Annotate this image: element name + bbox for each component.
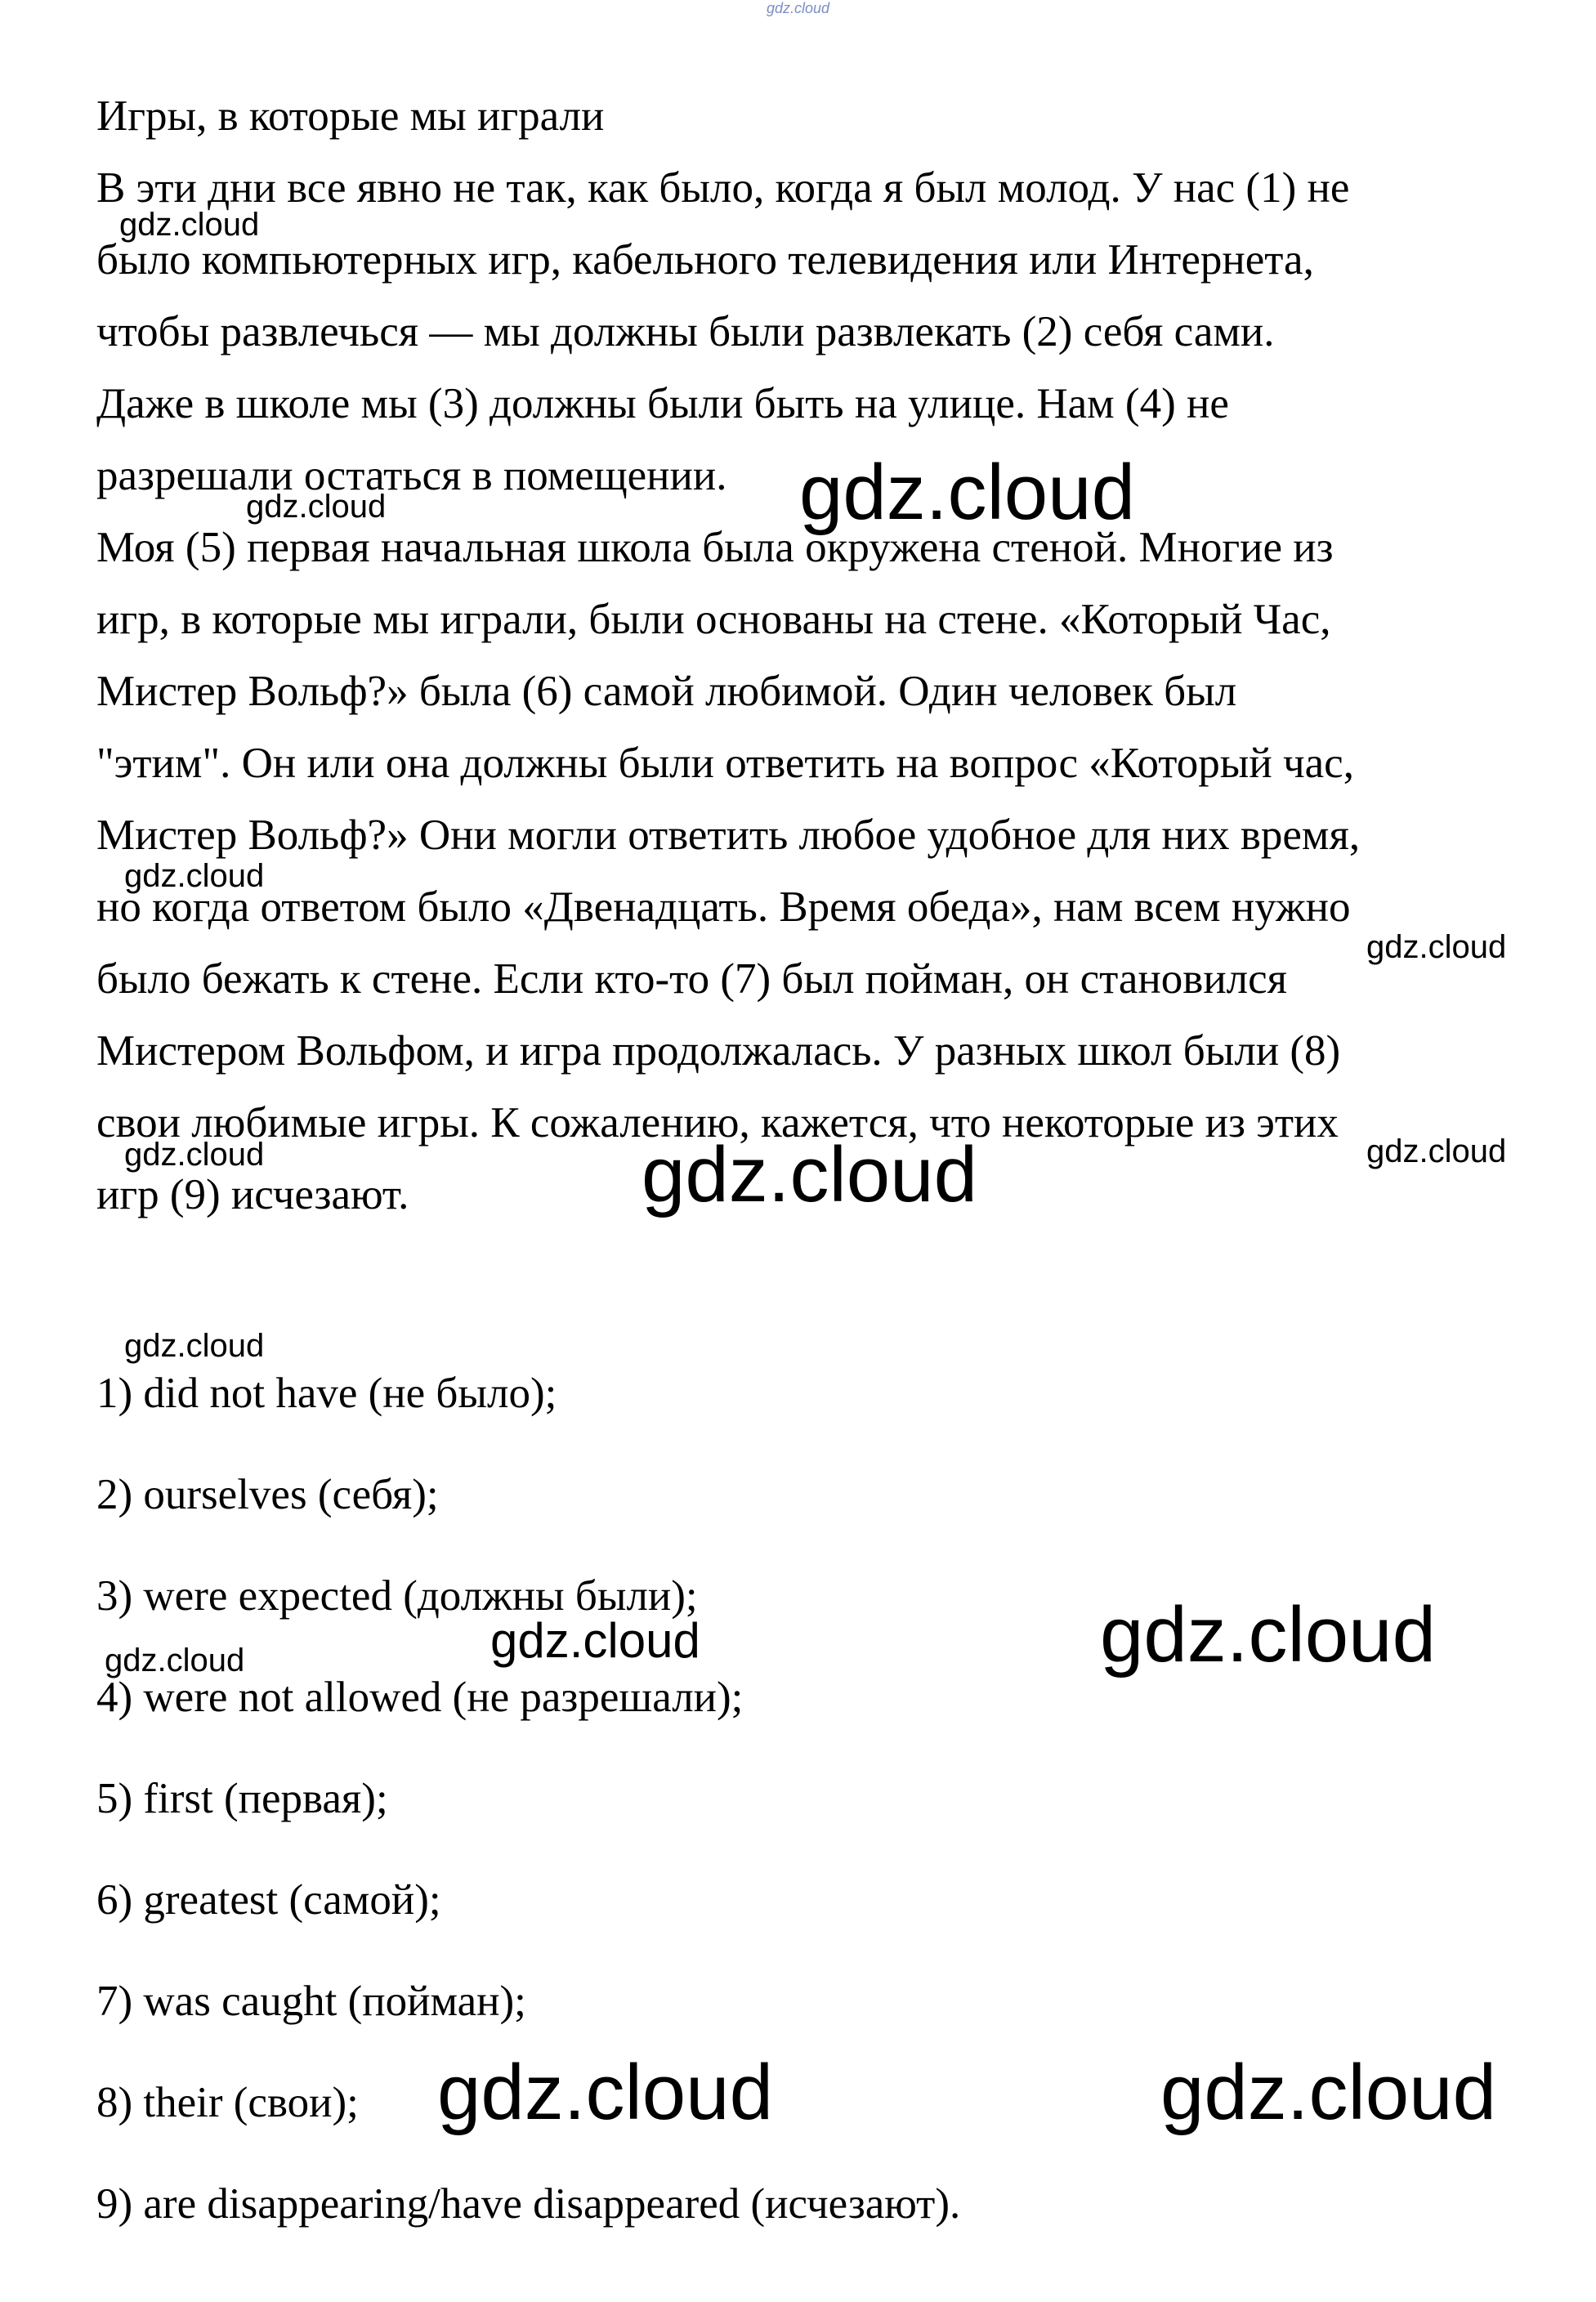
- watermark: gdz.cloud: [124, 1328, 265, 1364]
- text-line: Моя (5) первая начальная школа была окружена стеной. Многие из: [96, 524, 1334, 571]
- answer-list: [96, 1367, 1551, 2279]
- text-line: В эти дни все явно не так, как было, когда я был молод. У нас (1) не: [96, 164, 1350, 212]
- watermark: gdz.cloud: [490, 1613, 700, 1668]
- watermark: gdz.cloud: [1160, 2049, 1496, 2136]
- text-line: разрешали остаться в помещении.: [96, 452, 727, 499]
- answer-item: 9) are disappearing/have disappeared (исчезают).: [96, 2180, 961, 2228]
- answer-item: 4) were not allowed (не разрешали);: [96, 1674, 744, 1721]
- text-line: было компьютерных игр, кабельного телевидения или Интернета,: [96, 236, 1314, 284]
- text-line: свои любимые игры. К сожалению, кажется, что некоторые из этих: [96, 1099, 1339, 1147]
- watermark: gdz.cloud: [119, 207, 260, 243]
- text-line: но когда ответом было «Двенадцать. Время обеда», нам всем нужно: [96, 883, 1351, 931]
- watermark: gdz.cloud: [246, 489, 387, 525]
- text-line: Мистер Вольф?» была (6) самой любимой. Один человек был: [96, 668, 1237, 715]
- text-line: чтобы развлечься — мы должны были развлекать (2) себя сами.: [96, 308, 1275, 355]
- top-watermark: gdz.cloud: [766, 0, 830, 16]
- answer-item: 1) did not have (не было);: [96, 1370, 557, 1417]
- answer-item: 5) first (первая);: [96, 1775, 388, 1822]
- answer-item: 2) ourselves (себя);: [96, 1471, 439, 1518]
- text-line: игр, в которые мы играли, были основаны на стене. «Который Час,: [96, 596, 1331, 643]
- text-line: "этим". Он или она должны были ответить на вопрос «Который час,: [96, 740, 1354, 787]
- translation-text: [96, 80, 1551, 1231]
- watermark: gdz.cloud: [124, 1137, 265, 1173]
- watermark: gdz.cloud: [1366, 929, 1507, 965]
- answer-item: 7) was caught (пойман);: [96, 1978, 526, 2025]
- translation-title: Игры, в которые мы играли: [96, 92, 605, 140]
- answer-item: 3) were expected (должны были);: [96, 1572, 698, 1620]
- watermark: gdz.cloud: [1366, 1133, 1507, 1169]
- answer-item: 6) greatest (самой);: [96, 1876, 441, 1924]
- text-line: Даже в школе мы (3) должны были быть на улице. Нам (4) не: [96, 380, 1229, 427]
- watermark: gdz.cloud: [799, 449, 1135, 536]
- watermark: gdz.cloud: [642, 1131, 977, 1218]
- answer-item: 8) their (свои);: [96, 2079, 359, 2126]
- text-line: Мистер Вольф?» Они могли ответить любое удобное для них время,: [96, 811, 1361, 859]
- watermark: gdz.cloud: [437, 2049, 773, 2136]
- text-line: Мистером Вольфом, и игра продолжалась. У разных школ были (8): [96, 1027, 1341, 1075]
- text-line: было бежать к стене. Если кто-то (7) был пойман, он становился: [96, 955, 1288, 1003]
- text-line: игр (9) исчезают.: [96, 1171, 409, 1218]
- watermark: gdz.cloud: [124, 858, 265, 894]
- watermark: gdz.cloud: [105, 1643, 245, 1678]
- watermark: gdz.cloud: [1100, 1591, 1436, 1678]
